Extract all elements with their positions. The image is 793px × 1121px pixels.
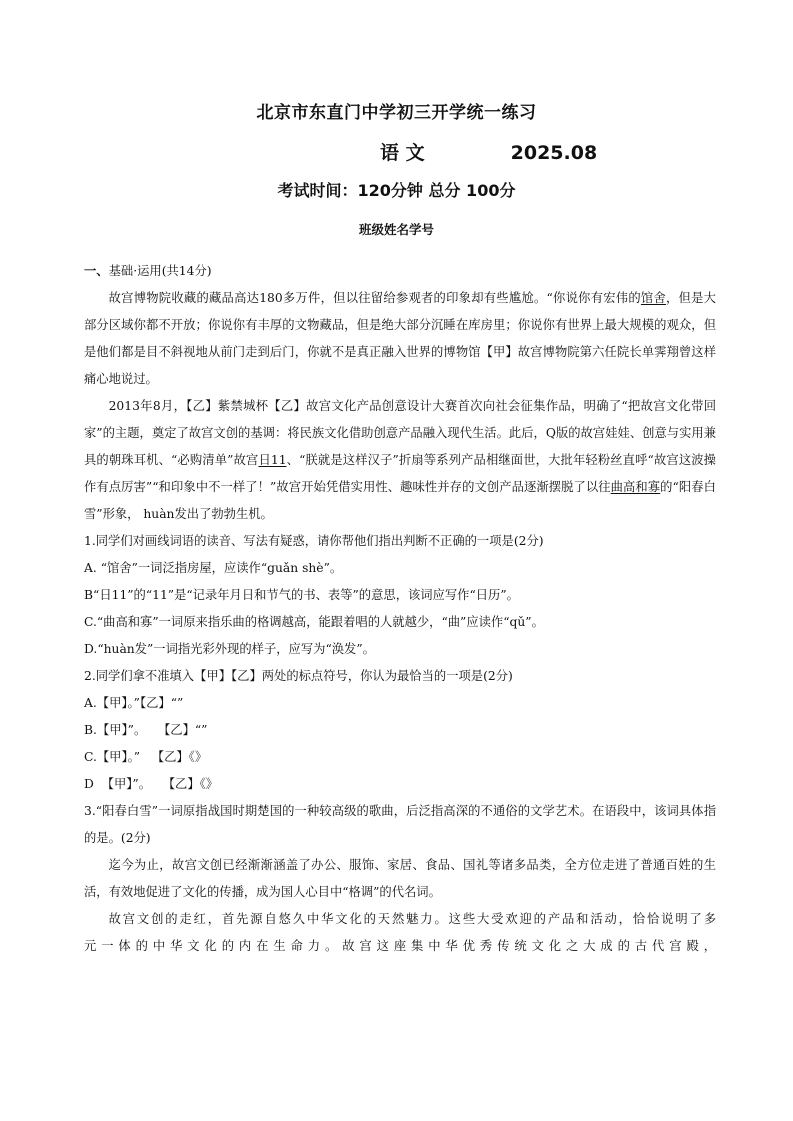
exam-info: 考试时间：120分钟 总分 100分 [277,181,516,200]
passage-text: 的“阳春白雪”形象， huàn发出了勃勃生机。 [84,480,716,521]
section-number: 一、 [84,264,109,278]
passage2-paragraph-2-line-2: 元一体的中华文化的内在生命力。故宫这座集中华优秀传统文化之大成的古代宫殿， [84,939,716,953]
section-title: 基础·运用(共14分) [108,264,212,278]
passage-text: 故宫博物院收藏的藏品高达180多万件，但以往留给参观者的印象却有些尴尬。“你说你有宏伟的 [108,291,641,305]
underlined-term: 日11 [258,453,287,467]
exam-title: 北京市东直门中学初三开学统一练习 [256,103,537,123]
passage2-paragraph-1: 迄今为止，故宫文创已经渐渐涵盖了办公、服饰、家居、食品、国礼等诸多品类，全方位走进了普通百姓的生活，有效地促进了文化的传播，成为国人心目中“格调”的代名词。 [84,858,716,899]
question-3-stem: 3.“阳春白雪”一词原指战国时期楚国的一种较高级的歌曲，后泛指高深的不通俗的文学艺术。在语段中，该词具体指的是。(2分) [84,804,716,845]
question-1-option: C.“曲高和寡”一词原来指乐曲的格调越高，能跟着唱的人就越少，“曲”应读作“qǔ”。 [84,615,544,629]
question-1-option: A. “馆舍”一词泛指房屋，应读作“guǎn shè”。 [84,561,343,575]
passage-paragraph-2 [84,393,716,528]
question-2-option: B.【甲】”。 【乙】“” [84,723,208,737]
question-1-option: D.“huàn发”一词指光彩外现的样子，应写为“涣发”。 [84,642,375,656]
passage2-paragraph-2-line-1: 故宫文创的走红，首先源自悠久中华文化的天然魅力。这些大受欢迎的产品和活动，恰恰说明了多 [108,912,716,926]
passage-text: 、“朕就是这样汉子”折扇等系列产品相继面世，大批年轻粉丝直呼“故宫这波操作有点厉害”“和印象中不一样了！”故宫开始凭借实用性、趣味性并存的文创产品逐渐摆脱了以往 [84,453,716,494]
underlined-term: 馆舍 [640,291,667,305]
question-1-option: B“日11”的“11”是“记录年月日和节气的书、表等”的意思，该词应写作“日历”。 [84,588,519,602]
section-heading [84,258,716,285]
passage-paragraph-1 [84,285,716,393]
question-2-option: D 【甲】”。 【乙】《》 [84,777,219,791]
student-info-line: 班级姓名学号 [358,222,434,237]
question-2-option: C.【甲】。” 【乙】《》 [84,750,208,764]
exam-year: 2025.08 [510,142,598,164]
passage-text: 2013年8月，【乙】紫禁城杯【乙】故宫文化产品创意设计大赛首次向社会征集作品，明确了“把故宫文化带回家”的主题，奠定了故宫文创的基调：将民族文化借助创意产品融入现代生活。此后，Q版的故宫娃娃、创意与实用兼具的朝珠耳机、“必购清单”故宫 [84,399,716,467]
question-1-stem: 1.同学们对画线词语的读音、写法有疑惑，请你帮他们指出判断不正确的一项是(2分) [84,534,544,548]
question-2-stem: 2.同学们拿不准填入【甲】【乙】两处的标点符号，你认为最恰当的一项是(2分) [84,669,513,683]
underlined-term: 曲高和寡 [610,480,661,494]
question-2-option: A.【甲】。”【乙】“” [84,696,184,710]
subject-line [380,138,597,165]
subject-name: 语 文 [380,142,425,164]
passage-text: ，但是大部分区域你都不开放；你说你有丰厚的文物藏品，但是绝大部分沉睡在库房里；你说你有世界上最大规模的观众，但是他们都是目不斜视地从前门走到后门，你就不是真正融入世界的博物馆【甲】故宫博物院第六任院长单霁翔曾这样痛心地说过。 [84,291,716,386]
exam-content [84,258,716,960]
